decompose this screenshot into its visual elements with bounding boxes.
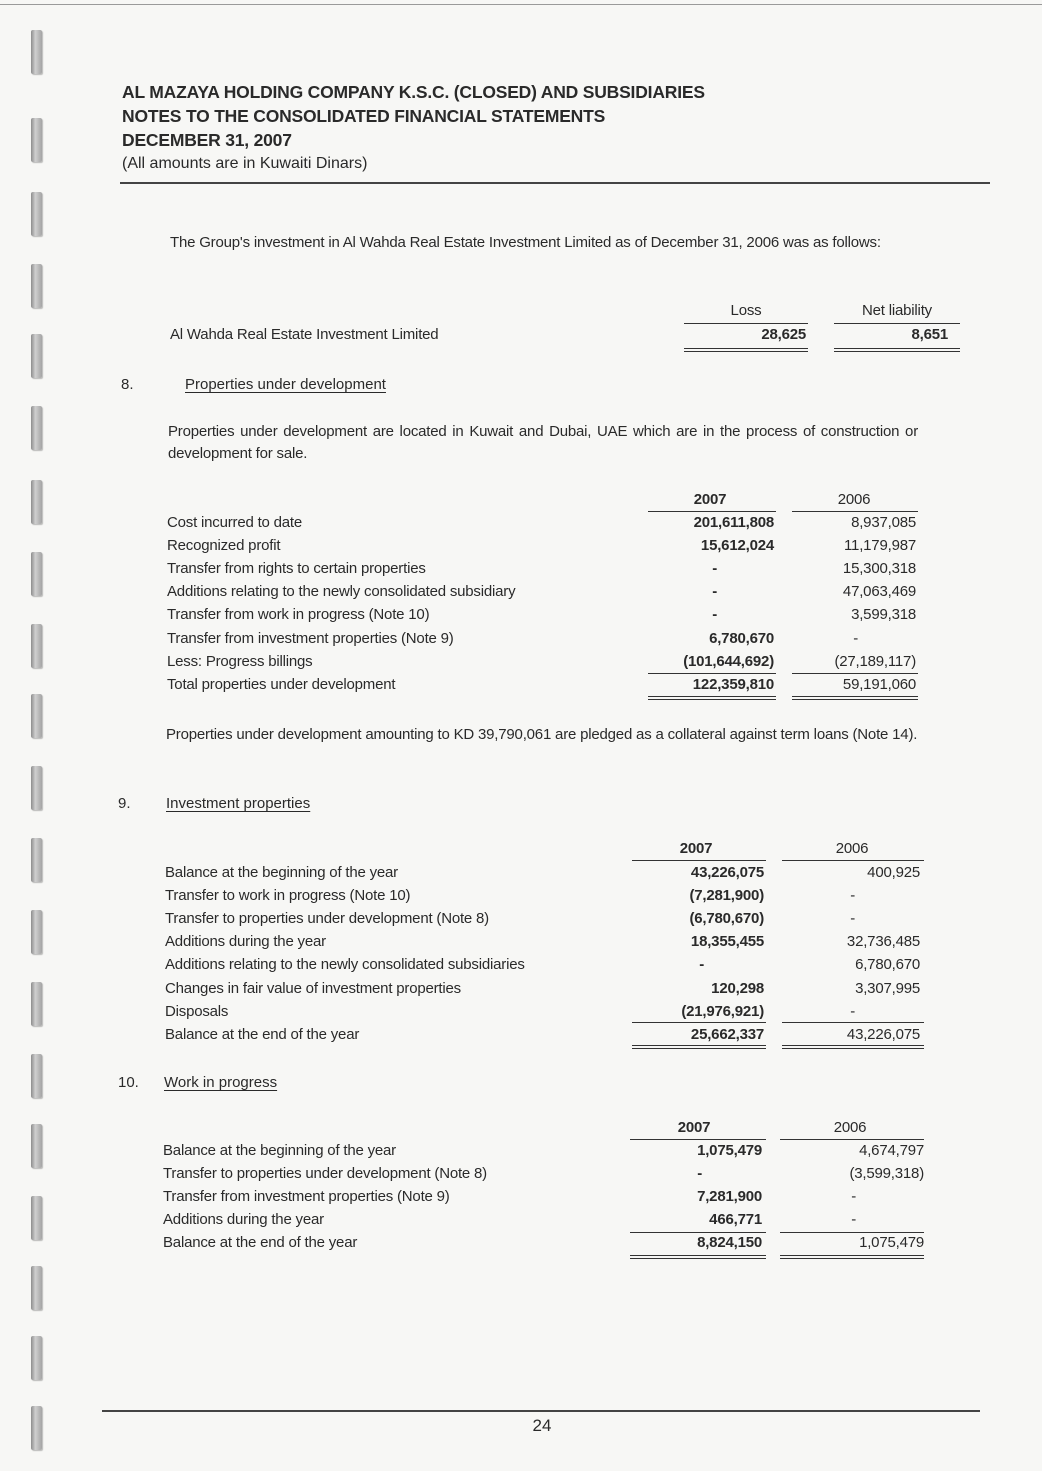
total-double-rule <box>632 1045 766 1049</box>
value-2006: - <box>850 1002 855 1020</box>
value-2007: 6,780,670 <box>709 629 774 647</box>
binding-hole <box>31 192 42 236</box>
value-2007: 25,662,337 <box>690 1025 764 1043</box>
total-double-rule <box>780 1255 924 1259</box>
note9-col-2007: 2007 <box>679 840 713 857</box>
value-2007: 201,611,808 <box>693 514 774 531</box>
binding-hole <box>31 910 42 954</box>
value-2006: - <box>851 1211 856 1229</box>
binding-hole <box>31 766 42 810</box>
value-2007: 8,824,150 <box>697 1234 762 1252</box>
binding-hole <box>31 1336 42 1380</box>
value-2007: (6,780,670) <box>689 910 764 928</box>
binding-hole <box>31 118 42 162</box>
value-2006: - <box>853 629 858 647</box>
total-double-rule <box>792 696 918 700</box>
note8-col-2007: 2007 <box>693 491 727 508</box>
note8-title: Properties under development <box>185 376 386 393</box>
value-2006: 400,925 <box>867 864 920 881</box>
value-2007: (21,976,921) <box>681 1002 764 1020</box>
binding-hole <box>31 334 42 378</box>
binding-hole <box>31 480 42 524</box>
subtotal-rule <box>782 1022 924 1023</box>
row-label: Balance at the end of the year <box>163 1234 358 1252</box>
note8-number: 8. <box>121 376 134 393</box>
value-2006: 3,307,995 <box>855 979 920 997</box>
row-label: Disposals <box>165 1002 229 1020</box>
binding-hole <box>31 552 42 596</box>
binding-hole <box>31 1266 42 1310</box>
currency-note: (All amounts are in Kuwaiti Dinars) <box>122 155 368 172</box>
col-rule <box>632 860 766 861</box>
value-2006: (27,189,117) <box>834 652 916 670</box>
note8-intro: Properties under development are located in Kuwait and Dubai, UAE which are in the process of construction or development for sale. <box>168 423 918 462</box>
value-2007: - <box>697 1165 702 1183</box>
note8-pledge-note: Properties under development amounting to KD 39,790,061 are pledged as a collateral against term loans (Note 14). <box>166 726 918 743</box>
statement-date: DECEMBER 31, 2007 <box>122 130 292 150</box>
binding-hole <box>31 1406 42 1450</box>
total-double-rule <box>834 348 960 352</box>
row-label: Total properties under development <box>167 675 396 693</box>
footer-rule <box>102 1410 980 1412</box>
row-label: Additions relating to the newly consolidated subsidiaries <box>165 956 525 974</box>
value-2006: - <box>850 887 855 905</box>
row-label: Additions during the year <box>163 1211 324 1229</box>
subtotal-rule <box>780 1232 924 1233</box>
value-2006: - <box>851 1188 856 1206</box>
value-2006: 11,179,987 <box>844 537 916 555</box>
value-2006: 1,075,479 <box>859 1234 924 1252</box>
wahda-loss-value: 28,625 <box>761 326 806 343</box>
value-2006: 32,736,485 <box>846 933 920 951</box>
row-label: Balance at the beginning of the year <box>165 864 398 881</box>
value-2007: 120,298 <box>711 979 764 997</box>
row-label: Transfer to properties under development (Note 8) <box>165 910 489 928</box>
value-2007: (7,281,900) <box>689 887 764 905</box>
value-2006: - <box>850 910 855 928</box>
total-double-rule <box>630 1255 766 1259</box>
value-2007: (101,644,692) <box>683 652 774 670</box>
top-edge-rule <box>0 4 1042 5</box>
row-label: Recognized profit <box>167 537 281 555</box>
value-2006: 6,780,670 <box>855 956 920 974</box>
row-label: Transfer to properties under development (Note 8) <box>163 1165 487 1183</box>
value-2007: - <box>712 560 717 578</box>
binding-hole <box>31 30 42 74</box>
wahda-row-label: Al Wahda Real Estate Investment Limited <box>170 326 439 343</box>
subtotal-rule <box>630 1232 766 1233</box>
row-label: Balance at the end of the year <box>165 1025 360 1043</box>
note9-col-2006: 2006 <box>835 840 869 857</box>
binding-hole <box>31 1196 42 1240</box>
row-label: Transfer from work in progress (Note 10) <box>167 606 430 624</box>
note10-col-2007: 2007 <box>677 1119 711 1136</box>
wahda-col-net: Net liability <box>862 302 932 319</box>
note9-title: Investment properties <box>166 795 311 812</box>
binding-hole <box>31 264 42 308</box>
spiral-binding <box>31 30 45 1460</box>
total-double-rule <box>684 348 808 352</box>
binding-hole <box>31 1054 42 1098</box>
wahda-intro: The Group's investment in Al Wahda Real Estate Investment Limited as of December 31, 2006 was as follows: <box>170 234 881 251</box>
value-2007: 122,359,810 <box>692 675 774 693</box>
row-label: Balance at the beginning of the year <box>163 1142 396 1159</box>
note9-number: 9. <box>118 795 131 812</box>
wahda-net-value: 8,651 <box>911 326 948 343</box>
value-2007: - <box>699 956 704 974</box>
page-number: 24 <box>532 1416 552 1435</box>
row-label: Less: Progress billings <box>167 652 313 670</box>
value-2006: (3,599,318) <box>849 1165 924 1183</box>
note10-number: 10. <box>118 1074 139 1091</box>
value-2007: 1,075,479 <box>697 1142 762 1159</box>
binding-hole <box>31 1124 42 1168</box>
row-label: Additions relating to the newly consolidated subsidiary <box>167 583 516 601</box>
value-2007: 43,226,075 <box>690 864 764 881</box>
row-label: Changes in fair value of investment properties <box>165 979 461 997</box>
note10-title: Work in progress <box>164 1074 278 1091</box>
notes-title: NOTES TO THE CONSOLIDATED FINANCIAL STATEMENTS <box>122 106 606 126</box>
subtotal-rule <box>792 673 918 674</box>
value-2006: 59,191,060 <box>842 675 916 693</box>
value-2007: 18,355,455 <box>690 933 764 951</box>
wahda-col-loss: Loss <box>730 302 762 319</box>
note10-col-2006: 2006 <box>833 1119 867 1136</box>
row-label: Additions during the year <box>165 933 326 951</box>
total-double-rule <box>782 1045 924 1049</box>
binding-hole <box>31 406 42 450</box>
note8-col-2006: 2006 <box>837 491 871 508</box>
value-2006: 4,674,797 <box>859 1142 924 1159</box>
binding-hole <box>31 838 42 882</box>
value-2007: 7,281,900 <box>697 1188 762 1206</box>
col-rule <box>782 860 924 861</box>
value-2007: - <box>712 606 717 624</box>
document-header <box>122 80 990 176</box>
subtotal-rule <box>648 673 776 674</box>
row-label: Cost incurred to date <box>167 514 303 531</box>
binding-hole <box>31 624 42 668</box>
row-label: Transfer to work in progress (Note 10) <box>165 887 411 905</box>
company-name: AL MAZAYA HOLDING COMPANY K.S.C. (CLOSED) AND SUBSIDIARIES <box>122 82 705 102</box>
value-2006: 8,937,085 <box>851 514 916 531</box>
value-2007: 466,771 <box>709 1211 762 1229</box>
row-label: Transfer from rights to certain properties <box>167 560 426 578</box>
value-2006: 43,226,075 <box>846 1025 920 1043</box>
value-2007: - <box>712 583 717 601</box>
row-label: Transfer from investment properties (Note 9) <box>163 1188 450 1206</box>
binding-hole <box>31 982 42 1026</box>
value-2007: 15,612,024 <box>700 537 774 555</box>
row-label: Transfer from investment properties (Note 9) <box>167 629 454 647</box>
total-double-rule <box>648 696 776 700</box>
binding-hole <box>31 694 42 738</box>
header-rule <box>120 182 990 184</box>
value-2006: 15,300,318 <box>842 560 916 578</box>
subtotal-rule <box>632 1022 766 1023</box>
value-2006: 47,063,469 <box>842 583 916 601</box>
value-2006: 3,599,318 <box>851 606 916 624</box>
